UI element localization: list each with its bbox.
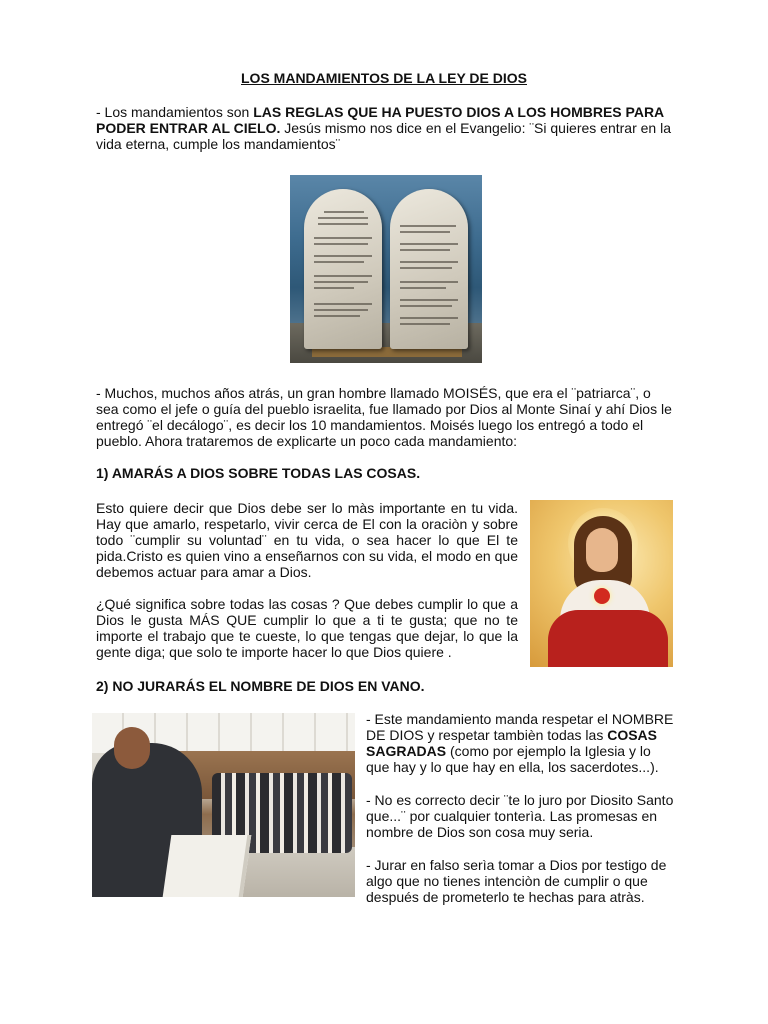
section1-paragraph-2: ¿Qué significa sobre todas las cosas ? Que debes cumplir lo que a Dios le gusta MÁS QUE cumplir lo que a ti te gusta; que no te importe el trabajo que te cueste, lo que tengas que dejar, lo que la gente diga; que solo te importe hacer lo que Dios quiere .	[96, 596, 518, 660]
intro-paragraph	[96, 104, 676, 152]
heart-icon	[594, 588, 610, 604]
intro-prefix: - Los mandamientos son	[96, 104, 254, 120]
section2-p1-prefix: - Este mandamiento manda respetar el NOMBRE DE DIOS y respetar tambièn todas las	[366, 711, 674, 743]
section1-paragraph-1: Esto quiere decir que Dios debe ser lo màs importante en tu vida. Hay que amarlo, respetarlo, vivir cerca de El con la oraciòn y sobre todo ¨cumplir su voluntad¨ en tu vida, o sea hacer lo que El te pida.Cristo es quien vino a enseñarnos con su vida, el modo en que debemos actuar para amar a Dios.	[96, 500, 518, 580]
intro-suffix: Jesús mismo nos dice en el Evangelio: ¨Si quieres entrar en la vida eterna, cumple los mandamientos¨	[96, 120, 671, 152]
oath-ceremony-image	[92, 713, 355, 897]
page-title: LOS MANDAMIENTOS DE LA LEY DE DIOS	[241, 70, 527, 86]
section2-heading: 2) NO JURARÁS EL NOMBRE DE DIOS EN VANO.	[96, 678, 425, 694]
left-tablet	[304, 189, 382, 349]
sacred-heart-image	[530, 500, 673, 667]
right-tablet	[390, 189, 468, 349]
section1-heading: 1) AMARÁS A DIOS SOBRE TODAS LAS COSAS.	[96, 465, 421, 481]
section2-paragraph-2: - No es correcto decir ¨te lo juro por Diosito Santo que...¨ por cualquier tonterìa. Las promesas en nombre de Dios son cosa muy seria.	[366, 792, 674, 840]
section2-paragraph-1	[366, 711, 676, 775]
tablets-image	[290, 175, 482, 363]
section2-p1-bold: COSAS SAGRADAS	[366, 727, 658, 759]
history-paragraph: - Muchos, muchos años atrás, un gran hombre llamado MOISÉS, que era el ¨patriarca¨, o sea como el jefe o guía del pueblo israelita, fue llamado por Dios al Monte Sinaí y ahí Dios le entregó ¨el decálogo¨, es decir los 10 mandamientos. Moisés luego los entregó a todo el pueblo. Ahora trataremos de explicarte un poco cada mandamiento:	[96, 385, 672, 449]
section2-paragraph-3: - Jurar en falso serìa tomar a Dios por testigo de algo que no tienes intenciòn de cumplir o que después de prometerlo te hechas para atràs.	[366, 857, 667, 905]
intro-bold: LAS REGLAS QUE HA PUESTO DIOS A LOS HOMBRES PARA PODER ENTRAR AL CIELO.	[96, 104, 664, 136]
section2-p1-suffix: (como por ejemplo la Iglesia y lo que hay y lo que hay en ella, los sacerdotes...).	[366, 743, 659, 775]
